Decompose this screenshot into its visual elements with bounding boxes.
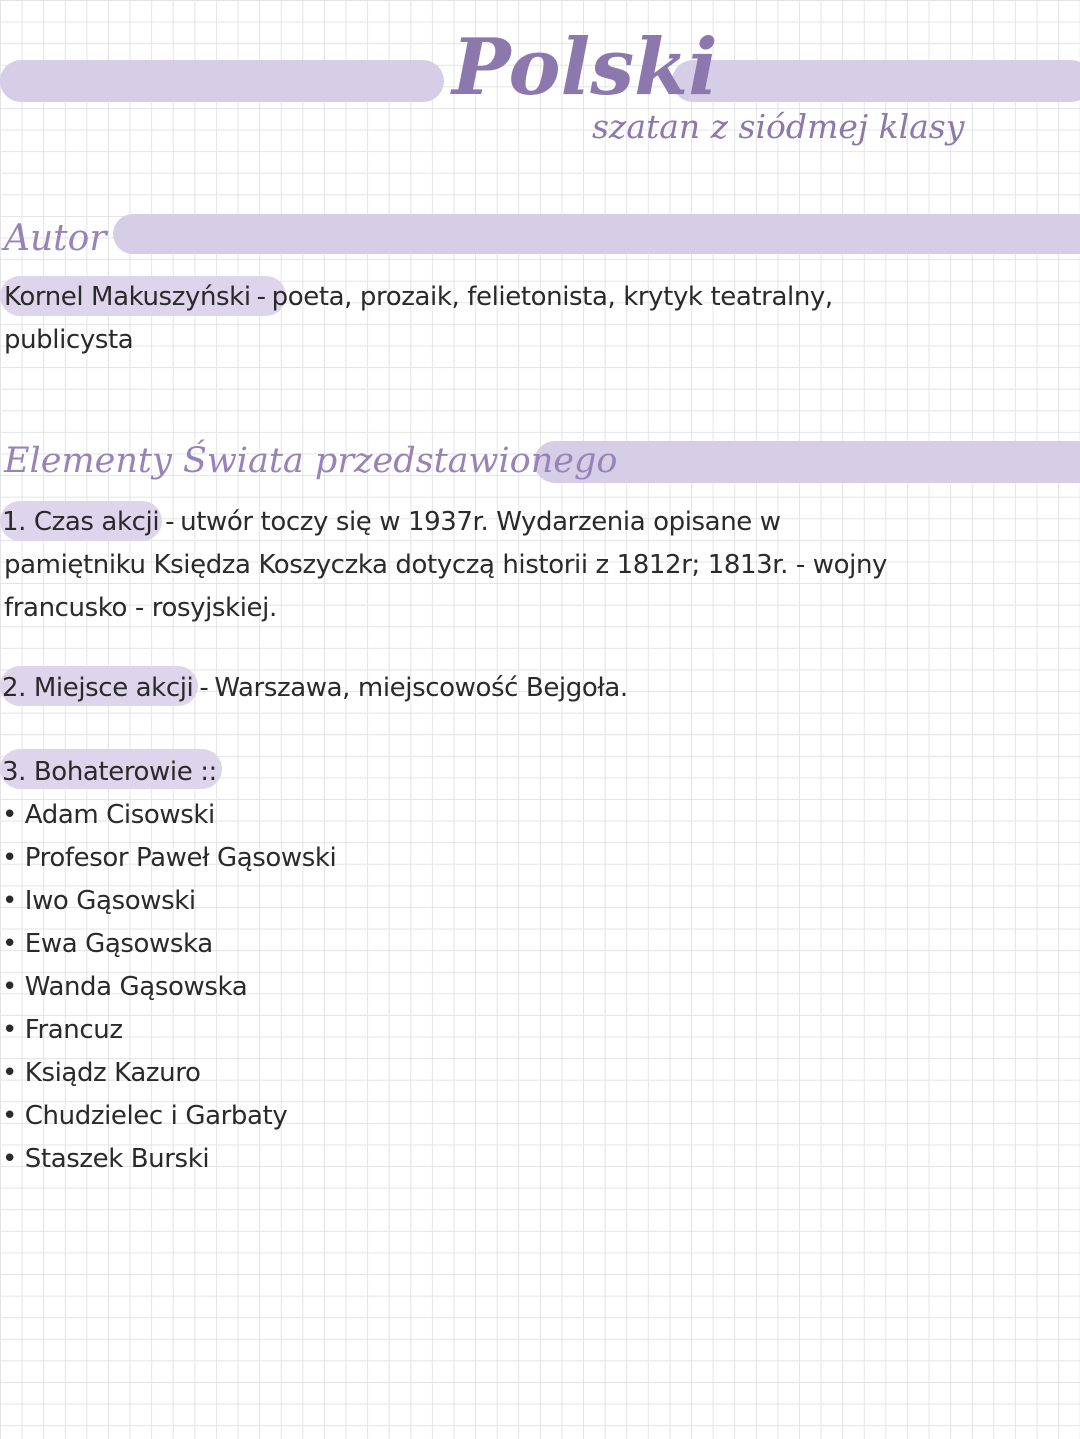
author-separator: - <box>256 282 266 312</box>
character-item: • Profesor Paweł Gąsowski <box>2 843 337 873</box>
place-text: Warszawa, miejscowość Bejgoła. <box>214 673 628 703</box>
header-bar-right <box>672 60 1080 102</box>
character-item: • Staszek Burski <box>2 1144 210 1174</box>
time-line-1 <box>2 507 781 537</box>
page-subtitle: szatan z siódmej klasy <box>592 107 965 146</box>
character-item: • Ewa Gąsowska <box>2 929 213 959</box>
character-item: • Chudzielec i Garbaty <box>2 1101 288 1131</box>
character-item: • Wanda Gąsowska <box>2 972 248 1002</box>
place-separator: - <box>199 673 209 703</box>
world-heading: Elementy Świata przedstawionego <box>4 441 618 481</box>
author-name: Kornel Makuszyński <box>4 282 251 312</box>
character-item: • Ksiądz Kazuro <box>2 1058 201 1088</box>
author-heading-bar <box>113 214 1080 254</box>
author-description: poeta, prozaik, felietonista, krytyk teatralny, <box>271 282 833 312</box>
header-bar-left <box>0 60 444 102</box>
characters-label: 3. Bohaterowie :: <box>2 757 217 787</box>
time-separator: - <box>165 507 175 537</box>
character-item: • Iwo Gąsowski <box>2 886 196 916</box>
place-label: 2. Miejsce akcji <box>2 673 194 703</box>
author-heading: Autor <box>4 218 107 259</box>
time-text-1: utwór toczy się w 1937r. Wydarzenia opisane w <box>180 507 781 537</box>
page-title: Polski <box>452 22 718 113</box>
time-label: 1. Czas akcji <box>2 507 160 537</box>
author-line-1 <box>4 282 833 312</box>
place-line <box>2 673 628 703</box>
author-line-2: publicysta <box>4 325 134 355</box>
character-item: • Francuz <box>2 1015 123 1045</box>
character-item: • Adam Cisowski <box>2 800 215 830</box>
time-line-2: pamiętniku Księdza Koszyczka dotyczą historii z 1812r; 1813r. - wojny <box>4 550 888 580</box>
time-line-3: francusko - rosyjskiej. <box>4 593 277 623</box>
